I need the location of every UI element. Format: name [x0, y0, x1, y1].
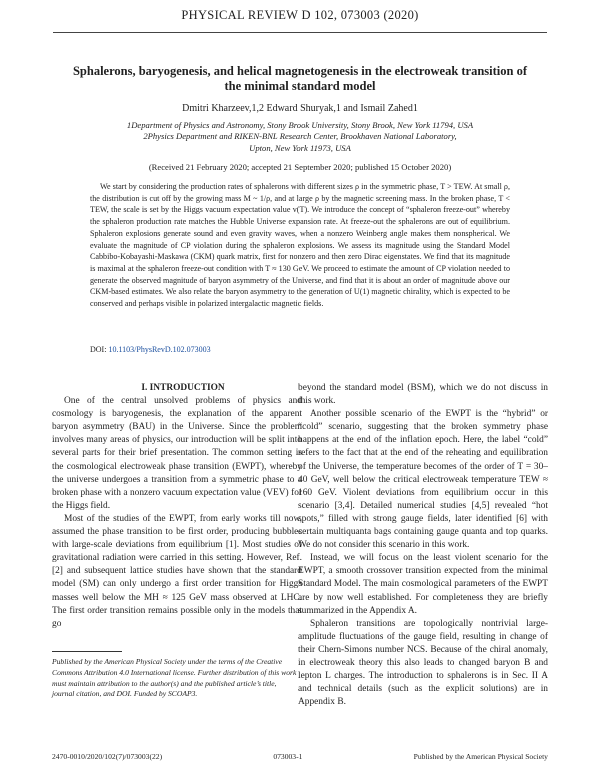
affiliation-2-cont: Upton, New York 11973, USA — [249, 142, 351, 153]
header-rule — [53, 32, 547, 33]
author-list: Dmitri Kharzeev,1,2 Edward Shuryak,1 and Ismail Zahed1 — [182, 103, 418, 114]
paragraph: beyond the standard model (BSM), which we do not discuss in this work. — [298, 383, 548, 407]
right-column — [298, 382, 548, 709]
page-footer — [52, 752, 548, 761]
paragraph: Sphaleron transitions are topologically nontrivial large-amplitude fluctuations of the gauge field, resulting in change of their Chern-Simons number NCS. Because of the chiral anomaly, in electroweak theory this also leads to changed baryon B and lepton L charges. The introduction to sphalerons is in Sec. II A and technical details (such as the explicit solutions) are in Appendix B. — [298, 618, 548, 708]
left-column — [52, 382, 302, 631]
footnote-rule — [52, 651, 122, 652]
paragraph: Instead, we will focus on the least violent scenario for the EWPT, a smooth crossover transition expected from the minimal Standard Model. The main cosmological parameters of the EWPT are by now well established. For completeness they are briefly summarized in the Appendix A. — [298, 553, 548, 616]
paragraph: Another possible scenario of the EWPT is the “hybrid” or “cold” scenario, suggesting that the broken symmetry phase happens at the end of the inflation epoch. Here, the label “cold” refers to the fact that at the end of the reheating and equilibration of the Universe, the temperature becomes of the order of T = 30–40 GeV, well below the critical electroweak temperature TEW ≈ 160 GeV. Violent deviations from equilibrium occur in this scenario [3,4]. Detailed numerical studies [4,5] revealed “hot spots,” filled with strong gauge fields, later identified [6] with certain multiquanta bags containing gauge quanta and top quarks. We do not consider this scenario in this work. — [298, 409, 548, 551]
affiliations — [60, 120, 540, 154]
doi-label: DOI: — [90, 345, 107, 354]
doi-line — [90, 345, 211, 354]
footer-issn: 2470-0010/2020/102(7)/073003(22) — [52, 752, 163, 761]
paragraph: One of the central unsolved problems of physics and cosmology is baryogenesis, the explanation of the apparent baryon asymmetry (BAU) in the Universe. Since the problem involves many areas of physics, our introduction will be split into several parts for their brief presentation. The common setting is the cosmological electroweak phase transition (EWPT), whereby the universe undergoes a transition from a symmetric phase to a broken phase with a nonzero vacuum expectation value (VEV) for the Higgs field. — [52, 396, 302, 511]
doi-link[interactable]: 10.1103/PhysRevD.102.073003 — [108, 345, 211, 354]
affiliation-2: 2Physics Department and RIKEN-BNL Research Center, Brookhaven National Laboratory, — [143, 131, 457, 142]
journal-header: PHYSICAL REVIEW D 102, 073003 (2020) — [181, 8, 419, 22]
paragraph: Most of the studies of the EWPT, from early works till now, assumed the phase transition to be first order, producing bubbles with large-scale deviations from equilibrium [1]. Most studies of gravitational radiation were carried in this setting. However, Ref. [2] and subsequent lattice studies have shown that the standard model (SM) can only undergo a first order transition for Higgs masses well below the MH ≈ 125 GeV mass observed at LHC. The first order transition remains possible only in the models that go — [52, 513, 302, 629]
paper-title: Sphalerons, baryogenesis, and helical magnetogenesis in the electroweak transition of the minimal standard model — [72, 64, 528, 93]
section-heading: I. INTRODUCTION — [141, 383, 225, 393]
footer-page-number: 073003-1 — [273, 752, 303, 761]
footer-publisher: Published by the American Physical Society — [413, 752, 548, 761]
affiliation-1: 1Department of Physics and Astronomy, Stony Brook University, Stony Brook, New York 11794, USA — [126, 120, 474, 130]
abstract-text: We start by considering the production rates of sphalerons with different sizes ρ in the symmetric phase, T > TEW. At small ρ, the distribution is cut off by the growing mass M ~ 1/ρ, and at large ρ by the magnetic screening mass. In the broken phase, T < TEW, the scale is set by the Higgs vacuum expectation value v(T). We introduce the concept of “sphaleron freeze-out” whereby the sphaleron production rate matches the Hubble Universe expansion rate. At freeze-out the sphalerons are out of equilibrium. Sphaleron explosions generate sound and even gravity waves, when a nonzero Weinberg angle makes them nonspherical. We evaluate the magnitude of CP violation during the sphaleron explosions. We assess its magnitude using the Standard Model Cabbibo-Kobayashi-Maskawa (CKM) quark matrix, first for nonzero and then zero Dirac eigenstates. We find that its magnitude is maximal at the sphaleron freeze-out condition with T ≈ 130 GeV. We proceed to estimate the amount of CP violation needed to generate the observed magnitude of baryon asymmetry of the Universe, and find that it is about an order of magnitude above our CKM-based estimates. We also relate the baryon asymmetry to the generation of U(1) magnetic chirality, which is expected to be conserved and perhaps visible in polarized intergalactic magnetic fields. — [90, 182, 510, 309]
abstract — [90, 181, 510, 310]
received-dates: (Received 21 February 2020; accepted 21 September 2020; published 15 October 2020) — [148, 162, 452, 172]
license-footnote: Published by the American Physical Society under the terms of the Creative Commons Attribution 4.0 International license. Further distribution of this work must maintain attribution to the author(s) and the published article’s title, journal citation, and DOI. Funded by SCOAP3. — [52, 657, 297, 699]
